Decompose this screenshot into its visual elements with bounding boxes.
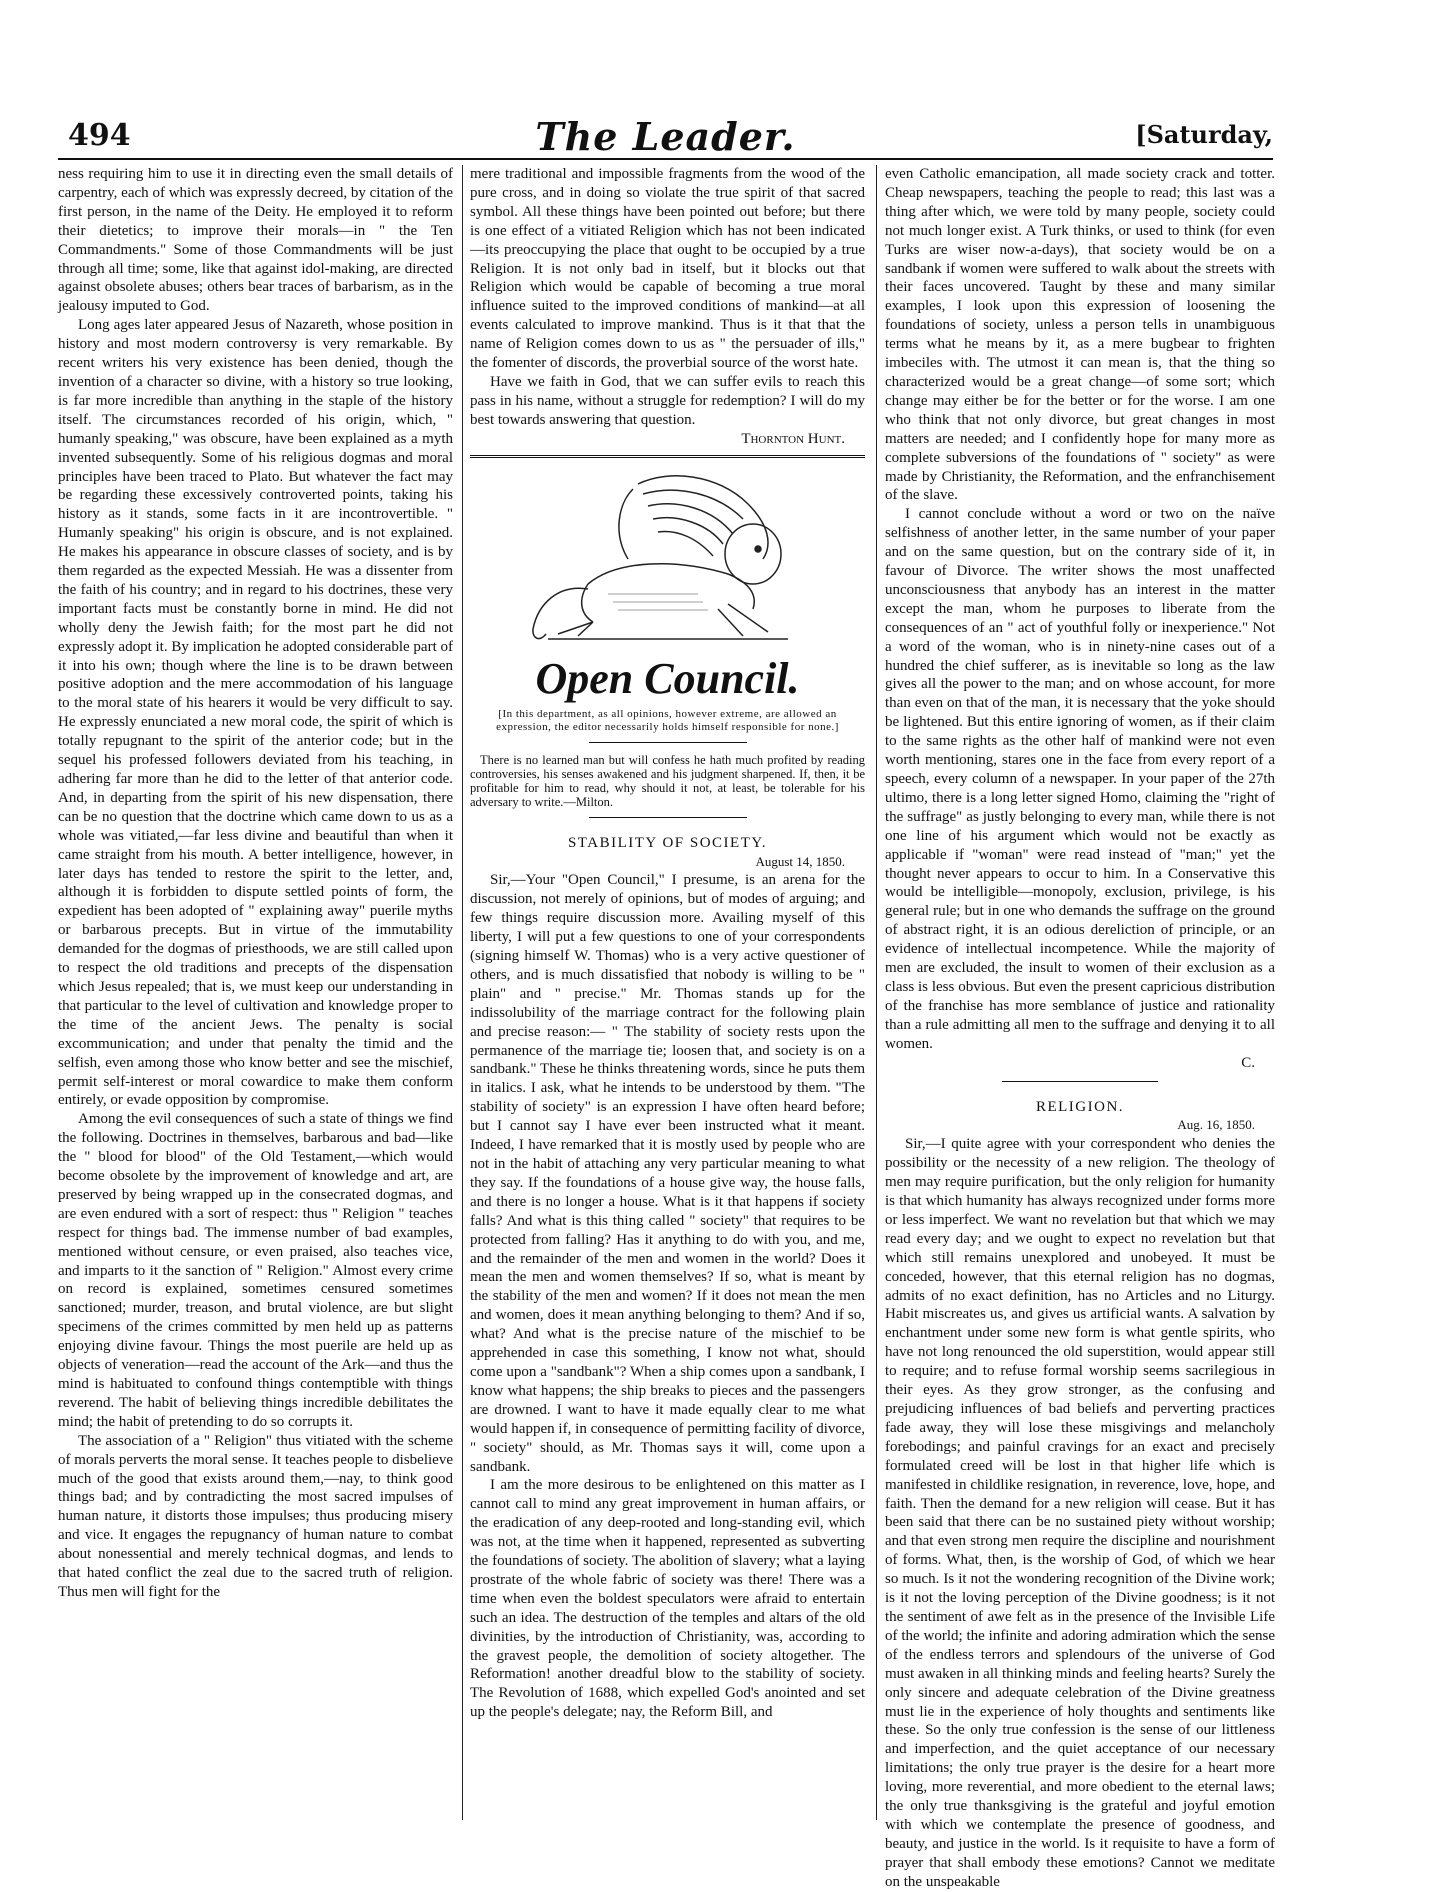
religion-date: Aug. 16, 1850. bbox=[1177, 1117, 1255, 1133]
col3-paragraph: even Catholic emancipation, all made society crack and totter. Cheap newspapers, teaching the people to read; this last was a thing after which, we were told by many people, society could not much longer exist. A Turk thinks, or used to think (for even Turks are wiser now-a-days), that society would be on a sandbank if women were suffered to walk about the streets with their faces uncovered. Taught by these and many similar examples, I look upon this expression of loosening the foundations of society, unless a person tells in unambiguous terms what he means by it, as a mere bugbear to frighten imbeciles with. The utmost it can mean is, that the thing so characterized would be a great change—of some sort; which change may either be for the better or for the worse. I am one who think that not only divorce, but great changes in most matters are needed; and I confidently hope for many more as complete subversions of the foundations of " society" as were made by Christianity, the Reformation, and the enfranchisement of the slave. bbox=[885, 166, 1275, 504]
article-title: STABILITY OF SOCIETY. bbox=[567, 834, 768, 851]
col3-paragraph: I cannot conclude without a word or two on the naïve selfishness of another letter, in the same number of your paper and on the same question, but on the contrary side of it, in favour of Divorce. The writer shows the most unaffected unconsciousness that anybody has an interest in the matter except the man, whom he purposes to liberate from the consequences of an " act of youthful folly or inexperience." Not a word of the woman, who is in ninety-nine cases out of a hundred the chief sufferer, as is inevitable so long as the law gives all the power to the man; and on whose account, for more than even on that of the man, it is necessary that the yoke should be lightened. But this entire ignoring of women, as if their claim to the same rights as the other half of mankind were not even worth mentioning, stares one in the face from every report of a speech, every column of a newspaper. In your paper of the 27th ultimo, there is a long letter signed Homo, claiming the "right of the suffrage" as justly belonging to every man, while there is not one line of his argument which would not be exactly as applicable if "woman" were read instead of "man;" yet the thought never appears to occur to him. In a Conservative this would be intelligible—monopoly, exclusion, privilege, is his general rule; but in one who demands the suffrage on the ground of abstract right, it is an odious dereliction of principle, or an evidence of intellectual incompetence. While the majority of men are excluded, the insult to women of their exclusion as a class is less obvious. But even the present capricious distribution of the franchise has more semblance of justice and rationality than a rule admitting all men to the suffrage and denying it to all women. bbox=[885, 506, 1275, 1052]
col1-paragraph: ness requiring him to use it in directing even the small details of carpentry, each of which was expressly decreed, by citation of the first person, in the name of the Deity. He employed it to reform their dietetics; to improve their morals—in " the Ten Commandments." Some of those Commandments will be just through all time; some, like that against idol-making, are directed against obsolete abuses; others bear traces of barbarism, as in the jealousy imputed to God. bbox=[58, 166, 453, 315]
open-council-title: Open Council. bbox=[535, 653, 800, 703]
religion-paragraph: Sir,—I quite agree with your correspondent who denies the possibility or the necessity of a new religion. The theology of men may require purification, but the only religion for humanity is that which humanity has always recognized under forms more or less imperfect. We want no revelation but that which we may read every day; and we ought to expect no revelation but that which still remains unexplored and unobeyed. It must be conceded, however, that this eternal religion has no dogmas, admits of no exact definition, has no Articles and no Liturgy. Habit miscreates us, and gives us artificial wants. A salvation by enchantment under some new form is what gentle spirits, who have not long renounced the old superstition, would appear still to require; and to refuse formal worship seems sacrilegious in their eyes. As they grow stronger, as the confusing and prejudicing influences of bad beliefs and perverting practices fade away, they will lose these misgivings and melancholy forebodings; and painful cravings for an exact and precisely formulated creed will be lost in that higher life which is manifested in childlike resignation, in reverence, love, hope, and faith. Then the demand for a new religion will cease. But it has been said that there can be no sustained piety without worship; and that even strong men require the discipline and nourishment of forms. What, then, is the worship of God, of which we hear so much. Is it not the wondering recognition of the Divine work; is it not the loving perception of the Divine goodness; is it not the sentiment of awe felt as in the presence of the Invisible Life of the world; the infinite and adoring admiration which the sense of the endless terrors and splendours of the universe of God must awaken in all thinking minds and feeling hearts? Surely the only sincere and adequate celebration of the Divine greatness must lie in the experience of holy thoughts and sentiments like these. So the only true confession is the sense of our littleness and imperfection, and the quiet acceptance of our necessary limitations; the only true prayer is the desire for a heart more loving, more reverential, and more obedient to the eternal laws; the only true thanksgiving is the grateful and joyful emotion with which we contemplate the presence of goodness, and beauty, and justice in the world. Is it requisite to have a form of prayer that shall embody these emotions? Cannot we meditate on the unspeakable bbox=[885, 1136, 1275, 1890]
page-header bbox=[58, 114, 1273, 160]
header-rule bbox=[58, 158, 1273, 160]
open-council-note: [In this department, as all opinions, however extreme, are allowed an expression, the editor necessarily holds himself responsible for none.] bbox=[496, 707, 839, 733]
winged-lion-engraving bbox=[518, 464, 818, 654]
section-divider bbox=[470, 455, 865, 458]
divider bbox=[589, 817, 747, 818]
col2-paragraph: Have we faith in God, that we can suffer evils to reach this pass in his name, without a struggle for redemption? I will do my best towards answering that question. bbox=[470, 373, 865, 428]
epigraph: There is no learned man but will confess he hath much profited by reading controversies, his senses awakened and his judgment sharpened. If, then, it be profitable for him to read, why should it not, at least, be tolerable for his adversary to write.—Milton. bbox=[470, 752, 865, 809]
col2-paragraph: mere traditional and impossible fragments from the wood of the pure cross, and in doing so violate the true spirit of that sacred symbol. All these things have been pointed out before; but there is one effect of a vitiated Religion which has not been indicated—its preoccupying the place that ought to be occupied by a true Religion. It is not only bad in itself, but it blocks out that Religion which would be capable of becoming a true moral influence suited to the improved conditions of mankind—at all events calculated to improve mankind. Thus is it that that the name of Religion comes down to us as " the persuader of ills," the fomenter of discords, the proverbial source of the worst hate. bbox=[470, 166, 865, 372]
signature-c: C. bbox=[1241, 1054, 1255, 1071]
col1-paragraph: Long ages later appeared Jesus of Nazareth, whose position in history and most modern controversy is very remarkable. By recent writers his very existence has been denied, though the invention of a character so divine, with a history so true looking, is far more incredible than anything in the staple of the history itself. The circumstances recorded of his origin, which, " humanly speaking," was obscure, have been explained as a myth invented subsequently. Some of his religious dogmas and moral principles have been traced to Plato. But whatever the fact may be regarding these excessively controverted points, taking his history as it stands, some facts in it are incontrovertible. " Humanly speaking" his origin is obscure, and is not explained. He makes his appearance in obscure classes of society, and is by them regarded as the expected Messiah. He was a dissenter from the faith of his country; and in regard to his doctrines, these very important facts must be constantly borne in mind. He did not wholly deny the Jewish faith; for the most part he did not expressly adopt it. By implication he adopted considerable part of it into his own; though where the line is to be drawn between positive adoption and the mere accommodation of his language to the moral state of his hearers it would be very difficult to say. He expressly enunciated a new moral code, the spirit of which is totally repugnant to the spirit of the anterior code; but in the sequel his professed followers deviated from his teaching, in adhering far more than he did to the letter of that anterior code. And, in departing from the spirit of his new dispensation, there can be no question that the doctrine which came down to us as a whole was vitiated,—far less divine and beautiful than when it came straight from his mouth. A better intelligence, however, in later days has tended to restore the spirit to the letter, and, although it is forbidden to dispute settled points of form, the expedient has been adopted of " explaining away" puerile myths or barbarous precepts. But in virtue of the immutability demanded for the dogmas of priesthoods, we are still called upon to respect the old traditions and precepts of the dispensation which Jesus repealed; that is, we must keep our understanding in that particular to the level of cultivation and knowledge proper to the time of the ancient Jews. The penalty is social excommunication; and under that penalty the timid and the selfish, even among those who know better and see the mischief, permit self-interest or moral cowardice to make them conform entirely, or evade opposition by compromise. bbox=[58, 317, 453, 1109]
col1-paragraph: Among the evil consequences of such a state of things we find the following. Doctrines in themselves, barbarous and bad—like the " blood for blood" of the Old Testament,—which would become obsolete by the improvement of knowledge and art, are preserved by being wrapped up in the consecrated dogmas, and are even endured with a sort of respect: thus " Religion " teaches respect for things bad. The immense number of bad examples, mentioned without censure, or even praised, also teaches vice, and imparts to it the sanction of " Religion." Almost every crime on record is explained, sometimes censured sometimes sanctioned; murder, treason, and brutal violence, are but slight specimens of the crimes committed by men held up as patterns enjoying divine favour. Things the most puerile are held up as objects of veneration—read the account of the Ark—and thus the mind is habituated to confound things contemptible with things reverend. The habit of believing things incredible debilitates the mind; the habit of pretending to do so corrupts it. bbox=[58, 1111, 453, 1430]
column-3 bbox=[885, 165, 1275, 1890]
page-number: 494 bbox=[68, 118, 131, 153]
column-2 bbox=[470, 165, 865, 1825]
article-date: August 14, 1850. bbox=[755, 853, 845, 869]
signature-thornton-hunt: Thornton Hunt. bbox=[741, 430, 845, 447]
divider bbox=[589, 742, 747, 743]
column-1 bbox=[58, 165, 453, 1825]
divider bbox=[1002, 1081, 1158, 1082]
col1-paragraph: The association of a " Religion" thus vitiated with the scheme of morals perverts the moral sense. It teaches people to disbelieve much of the good that exists around them,—nay, to think good things bad; and by contradicting the most sacred impulses of human nature, it distorts those impulses; thus producing misery and vice. It engages the repugnancy of human nature to combat about nonessential and merely technical dogmas, and lends to that hated conflict the zeal due to the sacred truth of religion. Thus men will fight for the bbox=[58, 1432, 453, 1600]
religion-title: RELIGION. bbox=[1035, 1098, 1125, 1115]
article-paragraph: Sir,—Your "Open Council," I presume, is an arena for the discussion, not merely of opinions, but of modes of arguing; and few things require discussion more. Availing myself of this liberty, I will put a few questions to one of your correspondents (signing himself W. Thomas) who is a very active questioner of others, and is much dissatisfied that nobody is willing to be " plain" and " precise." Mr. Thomas stands up for the indissolubility of the marriage contract for the following plain and precise reason:— " The stability of society rests upon the permanence of the marriage tie; loosen that, and society is on a sandbank." These he thinks threatening words, since he puts them in italics. I ask, what he intends to be understood by them. "The stability of society" is an expression I have often heard before; but I cannot say I have ever been instructed what it meant. Indeed, I have remarked that it is mostly used by people who are not in the habit of attaching any very particular meaning to what they say. If the foundations of a house give way, the house falls, and there is no longer a house. What is it that happens if society falls? And what is this thing called " society" that requires to be protected from falling? Has it anything to do with you, and me, and the remainder of the men and women in the world? Does it mean the men and women themselves? If so, what is meant by the stability of the men and women? If it does not mean the men and women, does it mean anything belonging to them? And if so, what? And what is the precise nature of the mischief to be apprehended in case this something, I know not what, should come upon a "sandbank"? When a ship comes upon a sandbank, I know what happens; the ship breaks to pieces and the passengers are drowned. I want to have it made equally clear to me what would happen if, in consequence of permitting facility of divorce, " society" should, as Mr. Thomas says it will, come upon a sandbank. bbox=[470, 872, 865, 1475]
article-paragraph: I am the more desirous to be enlightened on this matter as I cannot call to mind any great improvement in human affairs, or the eradication of any deep-rooted and long-standing evil, which was not, at the time when it happened, represented as subverting the foundations of society. The abolition of slavery; what a laying prostrate of the whole fabric of society was there! There was a time when even the boldest speculators were afraid to entertain such an idea. The destruction of the temples and altars of the old divinities, by the introduction of Christianity, was, according to the gravest people, the demolition of society altogether. The Reformation! another dreadful blow to the stability of society. The Revolution of 1688, which expelled God's anointed and set up the people's delegate; nay, the Reform Bill, and bbox=[470, 1477, 865, 1721]
column-divider bbox=[876, 165, 877, 1820]
header-day: [Saturday, bbox=[1135, 120, 1273, 149]
masthead-title: The Leader. bbox=[535, 114, 796, 159]
column-divider bbox=[462, 165, 463, 1820]
